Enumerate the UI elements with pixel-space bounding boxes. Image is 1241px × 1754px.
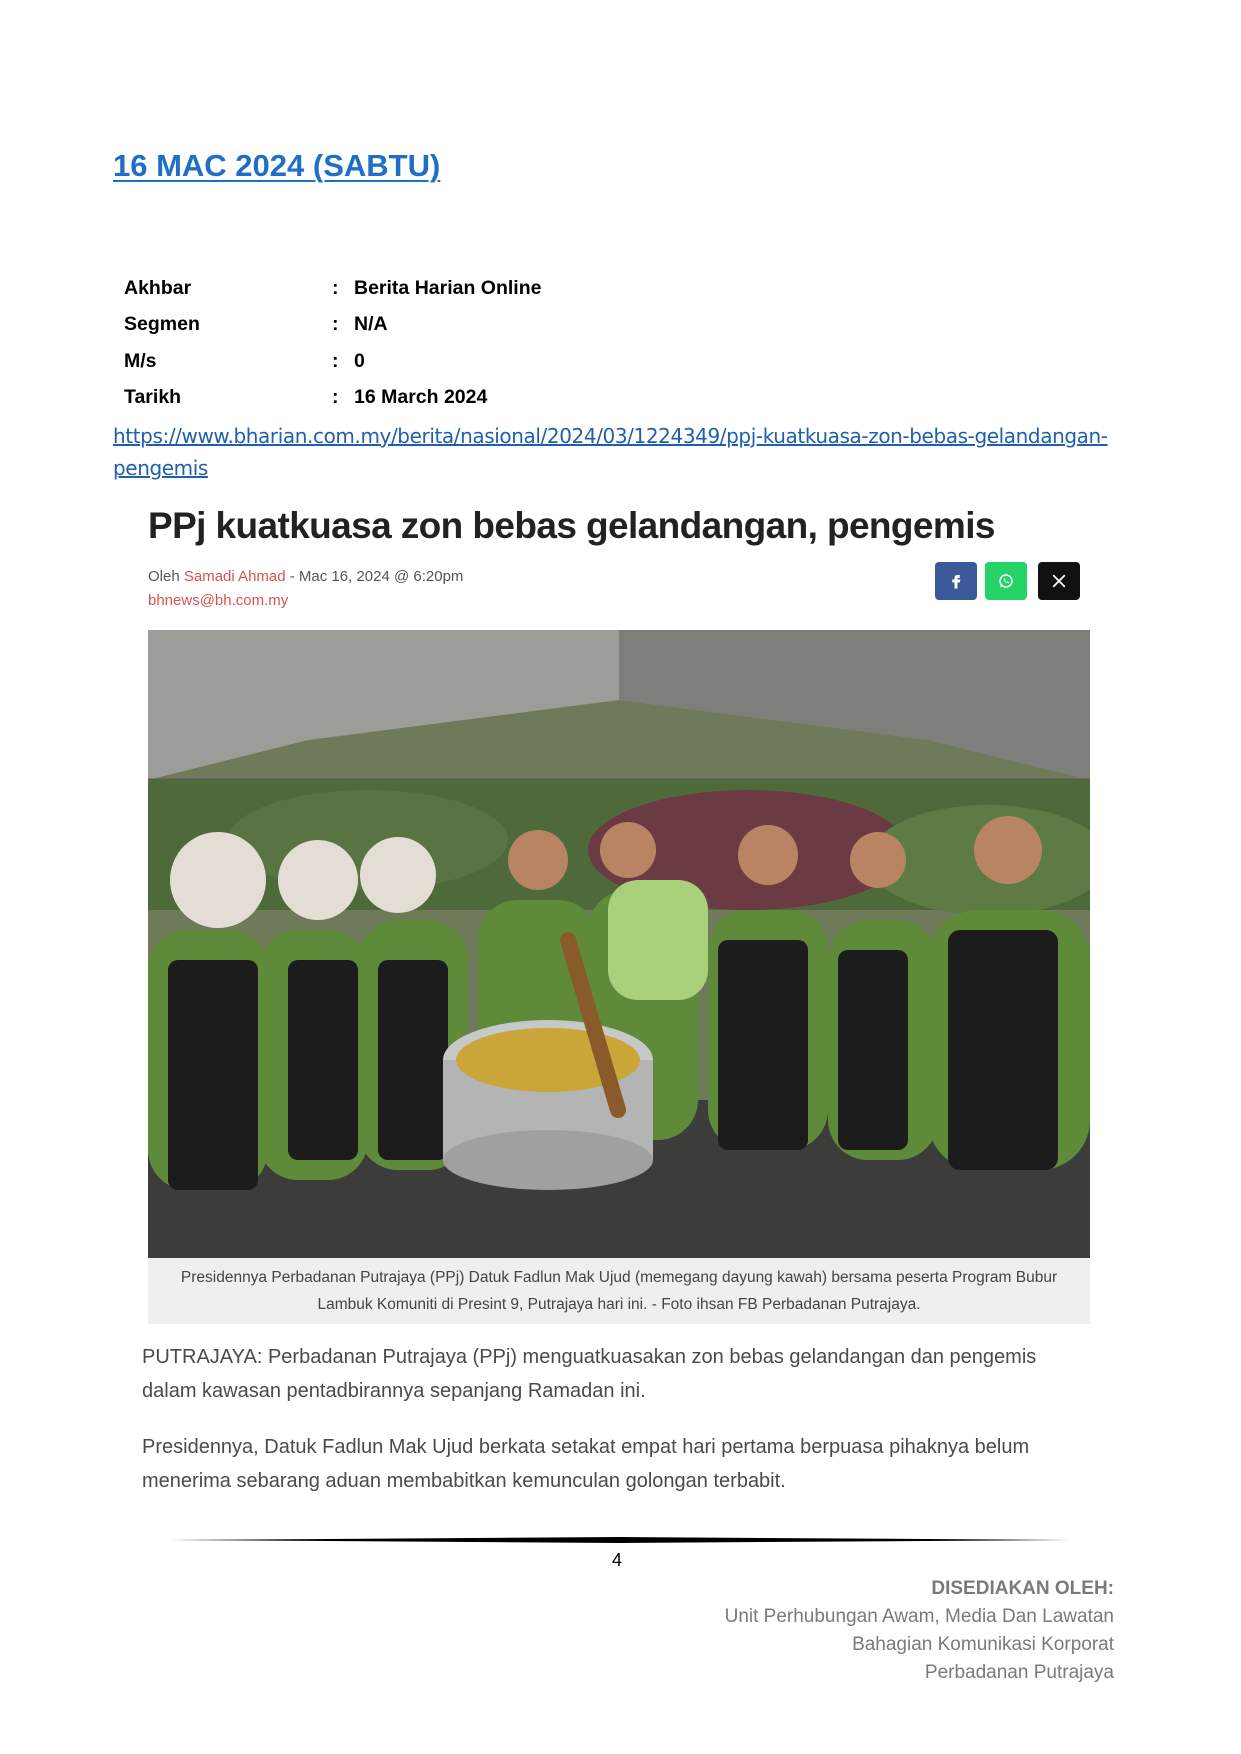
whatsapp-share-button[interactable] — [985, 562, 1027, 600]
facebook-icon — [947, 572, 965, 590]
article-headline: PPj kuatkuasa zon bebas gelandangan, pengemis — [148, 505, 995, 546]
prepared-by-label: DISEDIAKAN OLEH: — [931, 1578, 1114, 1599]
page-number: 4 — [612, 1550, 623, 1570]
whatsapp-icon — [997, 572, 1015, 590]
meta-row-tarikh — [124, 380, 541, 417]
meta-row-ms — [124, 343, 541, 380]
prepared-by-unit: Unit Perhubungan Awam, Media Dan Lawatan — [724, 1606, 1114, 1627]
photo-caption-text: Presidennya Perbadanan Putrajaya (PPj) Datuk Fadlun Mak Ujud (memegang dayung kawah) bersama peserta Program Bubur Lambuk Komuniti di Presint 9, Putrajaya hari ini. - Foto ihsan FB Perbadanan Putrajaya. — [180, 1269, 1058, 1313]
byline-line — [148, 565, 463, 589]
source-link[interactable]: https://www.bharian.com.my/berita/nasional/2024/03/1224349/ppj-kuatkuasa-zon-bebas-gelandangan-pengemis — [113, 424, 1108, 480]
photo-caption — [148, 1258, 1090, 1324]
byline — [148, 565, 463, 613]
prepared-by-block — [725, 1575, 1114, 1687]
facebook-share-button[interactable] — [935, 562, 977, 600]
article-photo — [148, 630, 1090, 1258]
meta-key: Segmen — [124, 313, 200, 336]
meta-row-akhbar — [124, 270, 541, 307]
meta-key: Akhbar — [124, 276, 192, 299]
meta-sep: : — [332, 349, 339, 372]
x-icon — [1050, 572, 1068, 590]
meta-value: N/A — [354, 313, 388, 336]
author-email[interactable]: bhnews@bh.com.my — [148, 592, 289, 609]
meta-key: Tarikh — [124, 386, 182, 409]
author-link[interactable]: Samadi Ahmad — [183, 568, 286, 585]
meta-sep: : — [332, 276, 339, 299]
meta-value: 0 — [354, 349, 365, 372]
article-paragraph-1: PUTRAJAYA: Perbadanan Putrajaya (PPj) menguatkuasakan zon bebas gelandangan dan pengemis dalam kawasan pentadbirannya sepanjang Ramadan ini. — [142, 1346, 1037, 1402]
byline-prefix: Oleh — [148, 568, 180, 585]
meta-value: 16 March 2024 — [354, 386, 488, 409]
meta-value: Berita Harian Online — [354, 276, 542, 299]
byline-date: - Mac 16, 2024 @ 6:20pm — [289, 568, 464, 585]
date-heading: 16 MAC 2024 (SABTU) — [113, 148, 441, 183]
meta-sep: : — [332, 386, 339, 409]
meta-table — [124, 270, 541, 416]
x-share-button[interactable] — [1038, 562, 1080, 600]
article-paragraph-2: Presidennya, Datuk Fadlun Mak Ujud berkata setakat empat hari pertama berpuasa pihaknya belum menerima sebarang aduan membabitkan kemunculan golongan terbabit. — [142, 1436, 1030, 1492]
meta-key: M/s — [124, 349, 157, 372]
prepared-by-organisation: Perbadanan Putrajaya — [924, 1662, 1114, 1683]
footer-divider — [171, 1537, 1069, 1543]
meta-row-segmen — [124, 307, 541, 344]
prepared-by-division: Bahagian Komunikasi Korporat — [852, 1634, 1114, 1655]
event-photo-illustration — [148, 630, 1090, 1258]
meta-sep: : — [332, 313, 339, 336]
